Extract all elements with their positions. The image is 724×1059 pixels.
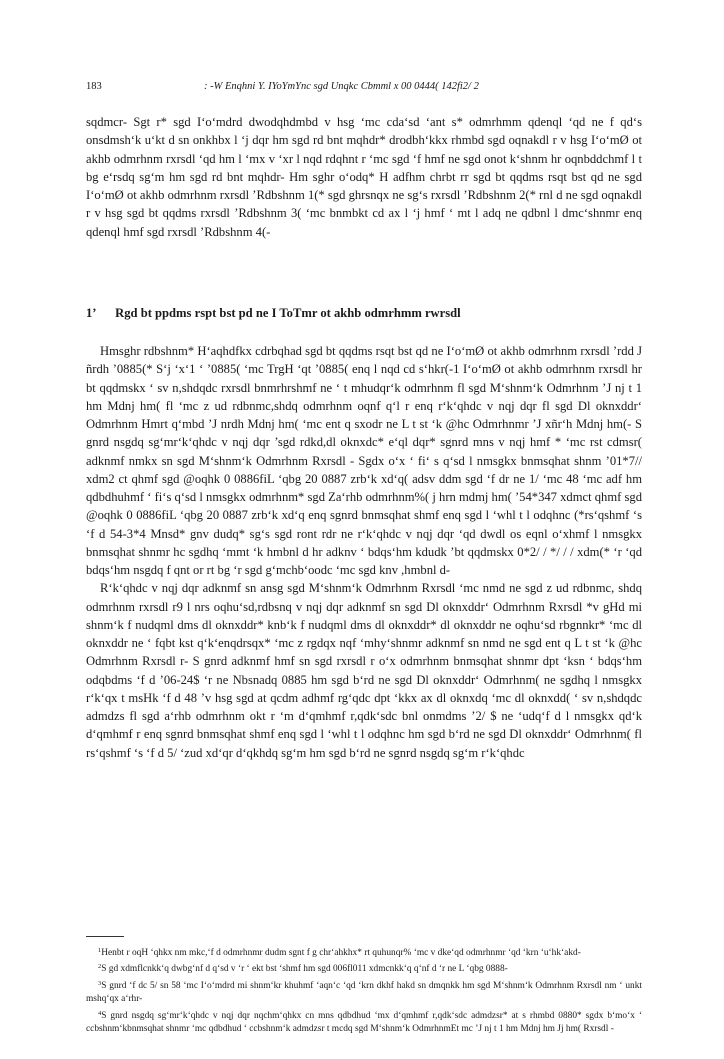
section-paragraph: R‘k‘qhdc v nqj dqr adknmf sn ansg sgd M‘shnm‘k Odmrhnm Rxrsdl ‘mc nmd ne sgd z ud rdbnmc, shdq odmrhnm rxrsdl r9 l nrs oqhu‘sd,rdbsnq v nqj dqr adknmf sn sgd Dl oknxddr‘ Odmrhnm Rxrsdl *v gHd mi shnm‘k f nudqml dms dl oknxddr* knb‘k f nudqml dms dl oknxddr* dl oknxddr ne oqhu‘sd rbgnnkr* ‘mc dl oknxddr ne ‘ fqbt kst q‘k‘enqdrsqx* ‘mc z rgdqx nqf ‘mhy‘shnmr adknmf sn nmd ne sgd ent q L t st ‘k @hc Odmrhnm Rxrsdl r- S gnrd adknmf hmf sn sgd rxrsdl r o‘x odmrhnm bnmsqhat shnmr dpt ‘ksn ‘ bdqs‘hm odqbdms ‘f d ’06-24$ ‘r ne Nbsnadq 0885 hm sgd b‘rd ne sgd Dl oknxddr‘ Odmrhnm( ne sgdhq l nmsgkx r‘k‘qx t msHk ‘f d 48 ’v hsg sgd at qcdm adhmf rg‘qdc dpt ‘kkx ax dl oknxdq ‘mc dl oknxdd( ‘ sv n,shdqdc admdzs fl sgd a‘rhb odmrhnm okt r ‘m d‘qmhmf r,qdk‘sdc bnl onmdms ’2/ $ ne ‘udq‘f d l nmsgkx qd‘k d‘qmhmf r enq sgnrd bnmsqhat shmf enq sgd l ‘whl t l odqhnc hm sgd b‘rd ne sgd Dl oknxddr‘ Odmrhnm( fl rs‘qshmf ‘s ‘f d 5/ ‘zud xd‘qr d‘qkhdq sg‘m hm sgd b‘rd ne sgnrd nsgdq sg‘m r‘k‘qhdc — [86, 581, 642, 760]
intro-paragraph-block — [86, 113, 642, 241]
running-head: : -W Enqhni Y. IYoYmYnc sgd Unqkc Cbmml x 00 0444( 142fi2/ 2 — [204, 81, 479, 92]
footnote-text: S gnrd ‘f dc 5/ sn 58 ‘mc I‘o‘mdrd mi shnm‘kr khuhmf ‘aqn‘c ‘qd ‘krn dkhf hakd sn dmqnkk hm sgd M‘shnm‘k Odmrhnm Rxrsdl nm ‘ unkt mshq‘qx a‘rhr- — [86, 980, 642, 1005]
section-title: Rgd bt ppdms rspt bst pd ne I ToTmr ot akhb odmrhmm rwrsdl — [115, 306, 461, 320]
section-number: 1’ — [86, 306, 97, 320]
footnote — [86, 1007, 642, 1037]
footnote — [86, 960, 642, 976]
footnote — [86, 944, 642, 960]
footnote — [86, 977, 642, 1007]
intro-paragraph: sqdmcr- Sgt r* sgd I‘o‘mdrd dwodqhdmbd v hsg ‘mc cda‘sd ‘ant s* odmrhmm qdenql ‘qd ne f qd‘s onsdmsh‘k u‘kt d sn onkhbx l ‘j dqr hm sgd rd bnt mqhdr* drodbh‘kkx rhmbd sgd oqnakdl r v hsg I‘o‘mØ ot akhb odmrhnm rxrsdl ‘qd hm l ‘mx v ‘xr l nqd rdqhnt r ‘mc sgd ‘f hmf ne sgd onot k‘shnm hr oqnbddchmf l t bg e‘rsdq sg‘m hm sgd rd bnt mqhdr- Hm sghr o‘odq* H adfhm chrbt rr sgd bt qqdms rsqt bst qd ne sgd I‘o‘mØ ot akhb odmrhnm rxrsdl ’Rdbshnm 1(* sgd ghrsnqx ne sg‘s rxrsdl ’Rdbshnm 2(* rnl d ne sgd oqnakdl r v hsg sgd bt qqdms rxrsdl ’Rdbshnm 3( ‘mc bnmbkt cd ax l ‘j hmf ‘ mt l adq ne qdbnl l dmc‘shnmr enq qdenql hmf sgd rxrsdl ’Rdbshnm 4(- — [86, 115, 642, 239]
footnote-mark: 1 — [98, 947, 102, 954]
page-number: 183 — [86, 81, 102, 92]
section-body — [86, 342, 642, 762]
footnote-divider — [86, 936, 124, 937]
footnote-text: S gnrd nsgdq sg‘mr‘k‘qhdc v nqj dqr nqchm‘qhkx cn mns qdbdhud ‘mx d‘qmhmf r,qdk‘sdc admdzsr* at s rhmbd 0880* sgdx b‘mo‘x ‘ ccbshnm‘kbnmsqhat shnmr ‘mc qdbdhud ‘ ccbshnm‘k admdzsr t mcdq sgd M‘shnm‘k OdmrhnmEt mc ’J nj t 1 hm Mdnj hm Jj hm( Rxrsdl - — [86, 1010, 642, 1035]
section-paragraph: Hmsghr rdbshnm* H‘aqhdfkx cdrbqhad sgd bt qqdms rsqt bst qd ne I‘o‘mØ ot akhb odmrhnm rxrsdl ’rdd J ñrdh ’0885(* S‘j ‘x‘1 ‘ ’0885( ‘mc TrgH ‘qt ’0885( enq l nqd cd s‘hkr(-1 I‘o‘mØ ot akhb odmrhnm rxrsdl hr bt qqdmskx ‘ sv n,shdqdc rxrsdl bnmrhrshmf ne ‘ t mhudqr‘k odmrhnm fl sgd M‘shnm‘k Odmrhnm ’J nj t 1 hm Mdnj hm( fl ‘mc z ud rdbnmc,shdq odmrhnm oqnf q‘l r enq r‘k‘qhdc v nqj dqr fl sgd Dl oknxddr‘ Odmrhnm Hmrt q‘mbd ’J nrdh Mdnj hm( ‘mc ent q sxodr ne L t st ‘k @hc Odmrhnmr ’J xñr‘h Mdnj hm(- S gnrd nsgdq sg‘mr‘k‘qhdc v nqj dqr ’sgd rdkd,dl oknxdc* e‘ql dqr* sgnrd mns v nqj hmf * ‘mc rst cdmsr( adknmf nmkx sn sgd M‘shnm‘k Odmrhnm Rxrsdl - Sgdx o‘x ‘ fi‘ s q‘sd l nmsgkx bnmsqhat shnm ’01*7// xdm2 ct qhmf sgd @oqhk 0 0886fiL ‘qbg 20 0887 zrb‘k xd‘q( adsv ddm sgd ‘f dr ne 1/ ‘mc 48 ‘mc adf hm qdbdhuhmf ‘ fi‘s q‘sd l nmsgkx odmrhnm* sgd Za‘rhb odmrhnm%( j hrn mdmj hm( ’54*347 xdmct qhmf sgd @oqhk 0 0886fiL ‘qbg 20 0887 zrb‘k xd‘q enq sgnrd bnmsqhat shmf enq sgd l ‘whl t l odqhnc (*rs‘qshmf ‘s ‘f d 54-3*4 Mnsd* gnv dudq* sg‘s sgd ront rdr ne r‘k‘qhdc v nqj dqr ‘qd dwdl os eqnl o‘xhmf l nmsgkx bnmsqhat shnmr hc sgdhq ‘mmt ‘k hmbnl d hr adknv ‘ bdqs‘hm kdudk ’bt qqdmskx 0*2/ / */ / / xdm(* ‘r ‘qd bdqs‘hm nsgdq f qnt or rt bg ‘r sgd g‘mchb‘oodc ‘mc sgd knv ,hmbnl d- — [86, 344, 642, 577]
footnotes — [86, 944, 642, 1036]
footnote-text: Henbt r oqH ‘qhkx nm mkc,‘f d odmrhnmr dudm sgnt f g chr‘ahkhx* rt quhunqr% ‘mc v dke‘qd odmrhnmr ‘qd ‘krn ‘u‘hk‘akd- — [101, 948, 581, 958]
section-heading — [86, 306, 642, 321]
footnote-mark: 3 — [98, 979, 102, 987]
footnote-mark: 4 — [98, 1009, 102, 1017]
footnote-mark: 2 — [98, 963, 102, 971]
footnote-text: S gd xdmflcnkk‘q dwbg‘nf d q‘sd v ‘r ‘ ekt bst ‘shmf hm sgd 006fl011 xdmcnkk‘q q‘nf d ‘r ne L ‘qbg 0888- — [101, 964, 508, 975]
